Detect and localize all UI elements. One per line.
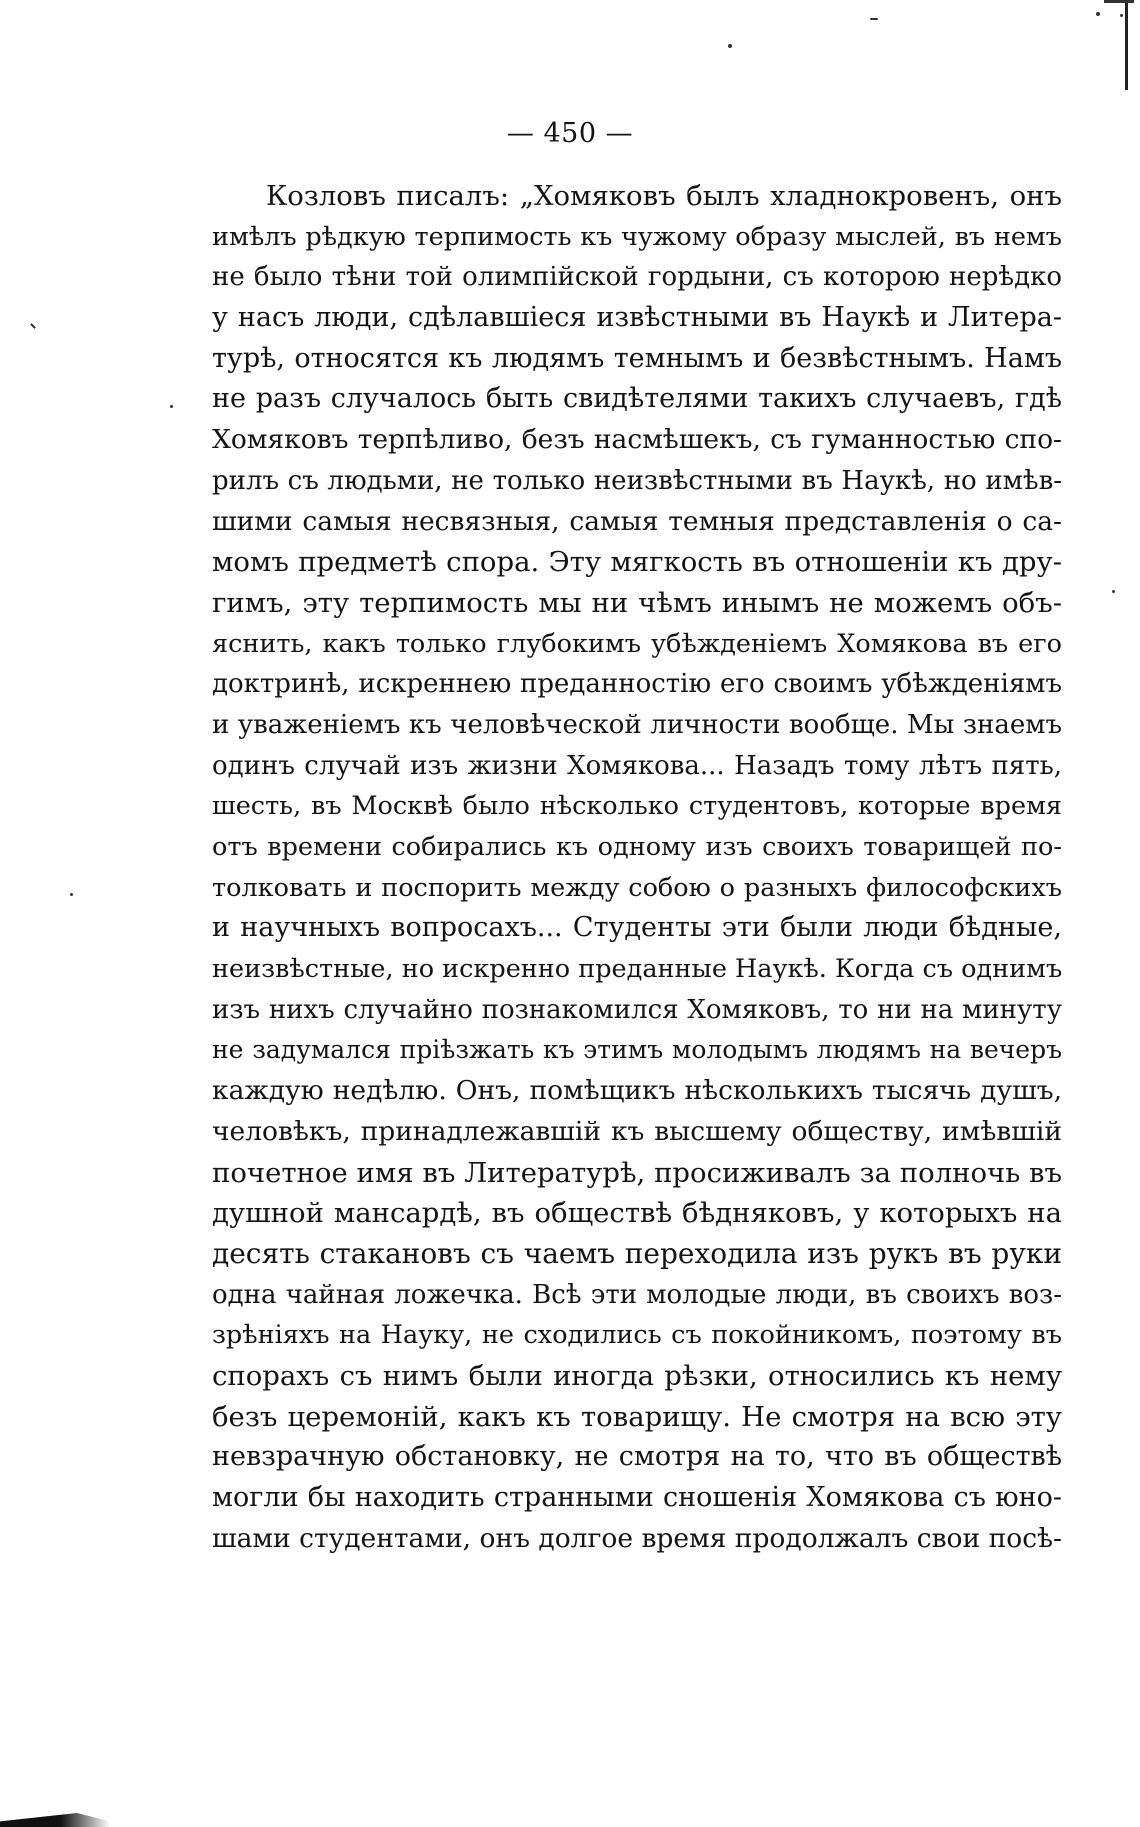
page-number: — 450 —	[506, 118, 634, 149]
scan-speck	[1112, 590, 1115, 593]
text-line: рилъ съ людьми, не только неизвѣстными въ Наукѣ, но имѣв-	[212, 465, 1062, 496]
text-line: и научныхъ вопросахъ... Студенты эти были люди бѣдные,	[212, 912, 1062, 944]
scan-corner-smudge	[0, 1813, 110, 1827]
scan-speck	[728, 44, 732, 48]
text-line: одинъ случай изъ жизни Хомякова... Назадъ тому лѣтъ пять,	[212, 750, 1062, 781]
scan-speck	[1120, 14, 1123, 17]
text-line: не было тѣни той олимпійской гордыни, съ которою нерѣдко	[212, 262, 1062, 293]
text-line: Козловъ писалъ: „Хомяковъ былъ хладнокровенъ, онъ	[266, 180, 1062, 212]
text-line: турѣ, относятся къ людямъ темнымъ и безвѣстнымъ. Намъ	[212, 342, 1062, 374]
text-line: шами студентами, онъ долгое время продолжалъ свои посѣ-	[212, 1522, 1062, 1554]
scan-speck	[1096, 12, 1100, 16]
text-line: человѣкъ, принадлежавшій къ высшему обществу, имѣвшій	[212, 1115, 1062, 1147]
text-line: отъ времени собирались къ одному изъ своихъ товарищей по-	[212, 832, 1062, 862]
scan-edge-mark-top	[1104, 0, 1134, 3]
scan-speck	[870, 18, 878, 20]
scan-edge-mark	[1125, 0, 1128, 90]
text-line: десять стакановъ съ чаемъ переходила изъ рукъ въ руки	[212, 1236, 1062, 1270]
text-line: имѣлъ рѣдкую терпимость къ чужому образу мыслей, въ немъ	[212, 221, 1062, 252]
scan-speck	[170, 405, 173, 408]
text-line: безъ церемоній, какъ къ товарищу. Не смотря на всю эту	[212, 1400, 1062, 1433]
text-line: Хомяковъ терпѣливо, безъ насмѣшекъ, съ гуманностью спо-	[212, 424, 1062, 456]
text-line: яснить, какъ только глубокимъ убѣжденіемъ Хомякова въ его	[212, 628, 1062, 659]
text-line: не задумался пріѣзжать къ этимъ молодымъ людямъ на вечеръ	[212, 1035, 1062, 1065]
text-line: спорахъ съ нимъ были иногда рѣзки, относились къ нему	[212, 1359, 1062, 1392]
text-line: момъ предметѣ спора. Эту мягкость въ отношеніи къ дру-	[212, 546, 1062, 579]
text-line: невзрачную обстановку, не смотря на то, что въ обществѣ	[212, 1441, 1062, 1473]
text-line: у насъ люди, сдѣлавшіеся извѣстными въ Наукѣ и Литера-	[212, 302, 1062, 334]
text-line: могли бы находить странными сношенія Хомякова съ юно-	[212, 1482, 1062, 1513]
text-line: не разъ случалось быть свидѣтелями такихъ случаевъ, гдѣ	[212, 383, 1062, 415]
text-line: неизвѣстные, но искренно преданные Наукѣ. Когда съ однимъ	[212, 954, 1063, 985]
text-line: толковать и поспорить между собою о разныхъ философскихъ	[212, 872, 1062, 903]
text-line: зрѣніяхъ на Науку, не сходились съ покойникомъ, поэтому въ	[212, 1320, 1062, 1351]
text-line: каждую недѣлю. Онъ, помѣщикъ нѣсколькихъ тысячь душъ,	[212, 1075, 1062, 1107]
text-line: гимъ, эту терпимость мы ни чѣмъ инымъ не можемъ объ-	[212, 586, 1062, 619]
text-line: душной мансардѣ, въ обществѣ бѣдняковъ, у которыхъ на	[212, 1197, 1062, 1230]
scan-speck	[70, 893, 73, 896]
text-line: шими самыя несвязныя, самыя темныя представленія о са-	[212, 505, 1062, 537]
text-line: и уваженіемъ къ человѣческой личности вообще. Мы знаемъ	[212, 709, 1062, 740]
body-text	[212, 176, 1062, 1559]
text-line: шесть, въ Москвѣ было нѣсколько студентовъ, которые время	[212, 791, 1062, 822]
text-line: одна чайная ложечка. Всѣ эти молодые люди, въ своихъ воз-	[212, 1279, 1062, 1310]
scan-tick-mark	[30, 323, 36, 329]
text-line: доктринѣ, искреннею преданностію его своимъ убѣжденіямъ	[212, 669, 1062, 700]
text-line: почетное имя въ Литературѣ, просиживалъ за полночь въ	[212, 1156, 1062, 1189]
text-line: изъ нихъ случайно познакомился Хомяковъ, то ни на минуту	[212, 994, 1062, 1025]
